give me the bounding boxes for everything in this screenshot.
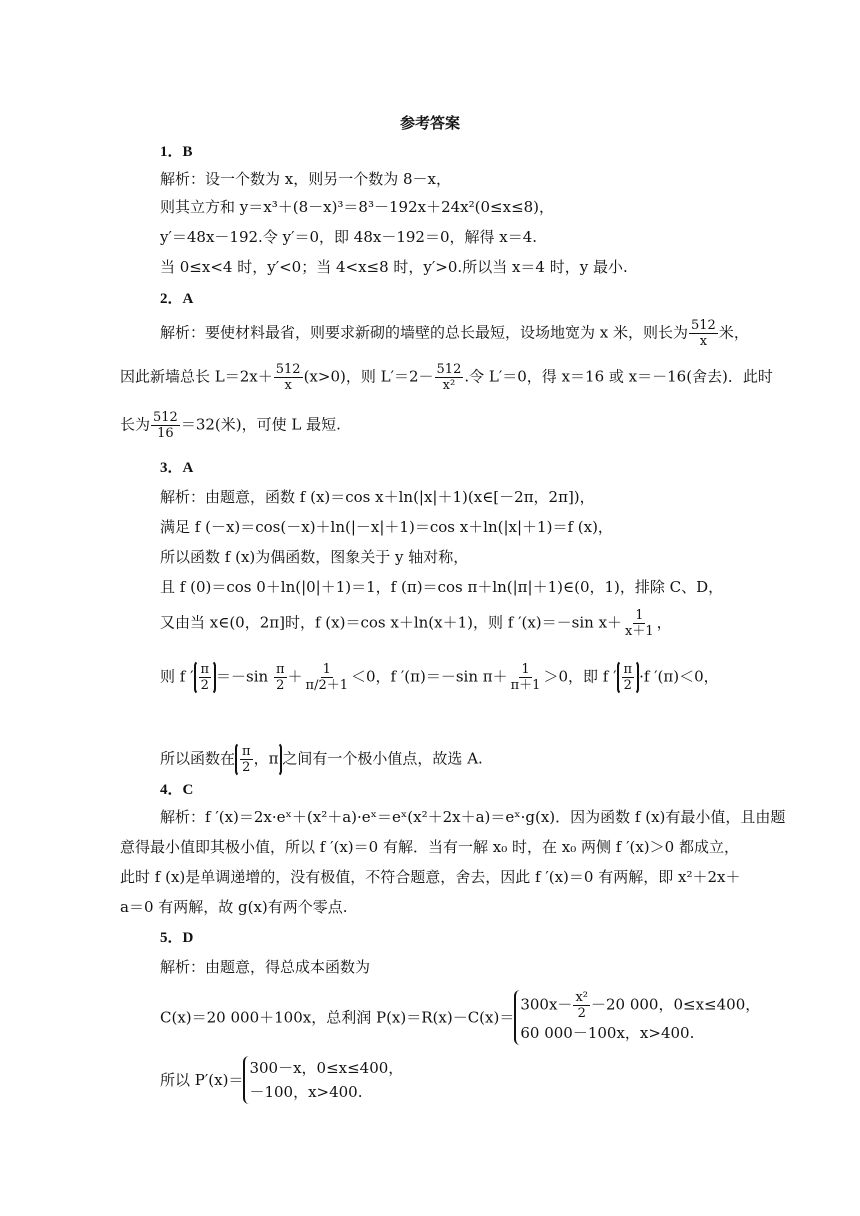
q4-line-3: 此时 f (x)是单调递增的，没有极值，不符合题意，舍去，因此 f ′(x)＝0 有两解，即 x²＋2x＋: [120, 868, 741, 886]
q5-line-2: C(x)＝20 000＋100x，总利润 P(x)＝R(x)－C(x)＝ 300x－ $\frac{\text{x²}}{2}$ －20 000，0≤x≤400， 60 000－100x，x>400.: [160, 990, 760, 1045]
q2-line-1: [160, 318, 749, 349]
q1-line-1: 解析：设一个数为 x，则另一个数为 8－x，: [160, 170, 452, 188]
fraction: $\frac{512}{x}$: [275, 362, 301, 393]
fraction: $\frac{1}{x+1}$: [625, 608, 654, 639]
q2-line-1-text-a: 解析：要使材料最省，则要求新砌的墙壁的总长最短，设场地宽为 x 米，则长为: [160, 323, 688, 342]
fraction: $\frac{1}{\pi/2+1}$: [305, 662, 349, 693]
q3-line-3: 所以函数 f (x)为偶函数，图象关于 y 轴对称，: [160, 548, 469, 566]
q2-number: 2．A: [160, 291, 194, 307]
q5-line-1: 解析：由题意，得总成本函数为: [160, 958, 371, 976]
q1-line-3: y′＝48x－192.令 y′＝0，即 48x－192＝0，解得 x＝4.: [160, 228, 538, 246]
q2-line-1-text-b: 米，: [718, 323, 749, 342]
q1-number: 1．B: [160, 144, 193, 160]
fraction: $\frac{\pi}{2}$: [275, 662, 285, 693]
q2-line-2: 因此新墙总长 L＝2x＋ $\frac{512}{x}$ (x>0)，则 L′＝2－ $\frac{512}{\text{x²}}$ .令 L′＝0，得 x＝16 或 x＝－16(舍去)．此时: [120, 362, 773, 393]
q4-line-2: 意得最小值即其极小值，所以 f ′(x)＝0 有解．当有一解 x₀ 时，在 x₀ 两侧 f ′(x)＞0 都成立，: [120, 838, 739, 856]
q3-line-6: 则 f ′ $\frac{\pi}{2}$ ＝－sin $\frac{\pi}{2}$ ＋ $\frac{1}{\pi/2+1}$ ＜0，f ′(π)＝－sin π＋ $\frac{1}{\pi+1}$ ＞0，即 f ′ $\frac{\pi}{2}$ ·f ′(π)＜0，: [160, 662, 719, 693]
q4-line-4: a＝0 有两解，故 g(x)有两个零点.: [120, 898, 348, 916]
fraction: $\frac{512}{\text{x²}}$: [436, 362, 462, 393]
piecewise-brace: 300x－ $\frac{\text{x²}}{2}$ －20 000，0≤x≤400， 60 000－100x，x>400.: [514, 990, 760, 1045]
q3-number: 3．A: [160, 460, 194, 476]
q4-line-1: 解析：f ′(x)＝2x·eˣ＋(x²＋a)·eˣ＝eˣ(x²＋2x＋a)＝eˣ·g(x)．因为函数 f (x)有最小值，且由题: [160, 808, 786, 826]
fraction: $\frac{1}{\pi+1}$: [510, 662, 541, 693]
page-title: 参考答案: [399, 114, 460, 132]
paren-group: $\frac{\pi}{2}$: [194, 660, 217, 695]
q3-line-1: 解析：由题意，函数 f (x)＝cos x＋ln(|x|＋1)(x∈[－2π，2π])，: [160, 488, 595, 506]
q1-line-2: 则其立方和 y＝x³＋(8－x)³＝8³－192x＋24x²(0≤x≤8)，: [160, 198, 555, 216]
paren-group: $\frac{\pi}{2}$ ，π: [235, 742, 282, 777]
q3-line-5: 又由当 x∈(0，2π]时，f (x)＝cos x＋ln(x＋1)，则 f ′(x)＝－sin x＋ $\frac{1}{x+1}$ ，: [160, 608, 672, 639]
q3-line-4: 且 f (0)＝cos 0＋ln(|0|＋1)＝1，f (π)＝cos π＋ln(|π|＋1)∈(0，1)，排除 C、D，: [160, 578, 724, 596]
q5-line-3: 所以 P′(x)＝ 300－x，0≤x≤400， －100，x>400.: [160, 1056, 403, 1104]
piecewise-brace: 300－x，0≤x≤400， －100，x>400.: [243, 1056, 403, 1104]
fraction: $\frac{512}{x}$: [691, 318, 716, 349]
q3-line-2: 满足 f (－x)＝cos(－x)＋ln(|－x|＋1)＝cos x＋ln(|x|＋1)＝f (x)，: [160, 518, 613, 536]
paren-group: $\frac{\pi}{2}$: [617, 660, 640, 695]
q2-line-3: 长为 $\frac{512}{16}$ ＝32(米)，可使 L 最短.: [120, 410, 341, 441]
q4-number: 4．C: [160, 782, 194, 798]
q5-number: 5．D: [160, 930, 194, 946]
q1-line-4: 当 0≤x<4 时，y′<0；当 4<x≤8 时，y′>0.所以当 x＝4 时，y 最小.: [160, 258, 628, 276]
fraction: $\frac{512}{16}$: [153, 410, 178, 441]
q3-line-7: 所以函数在 $\frac{\pi}{2}$ ，π 之间有一个极小值点，故选 A.: [160, 744, 483, 775]
